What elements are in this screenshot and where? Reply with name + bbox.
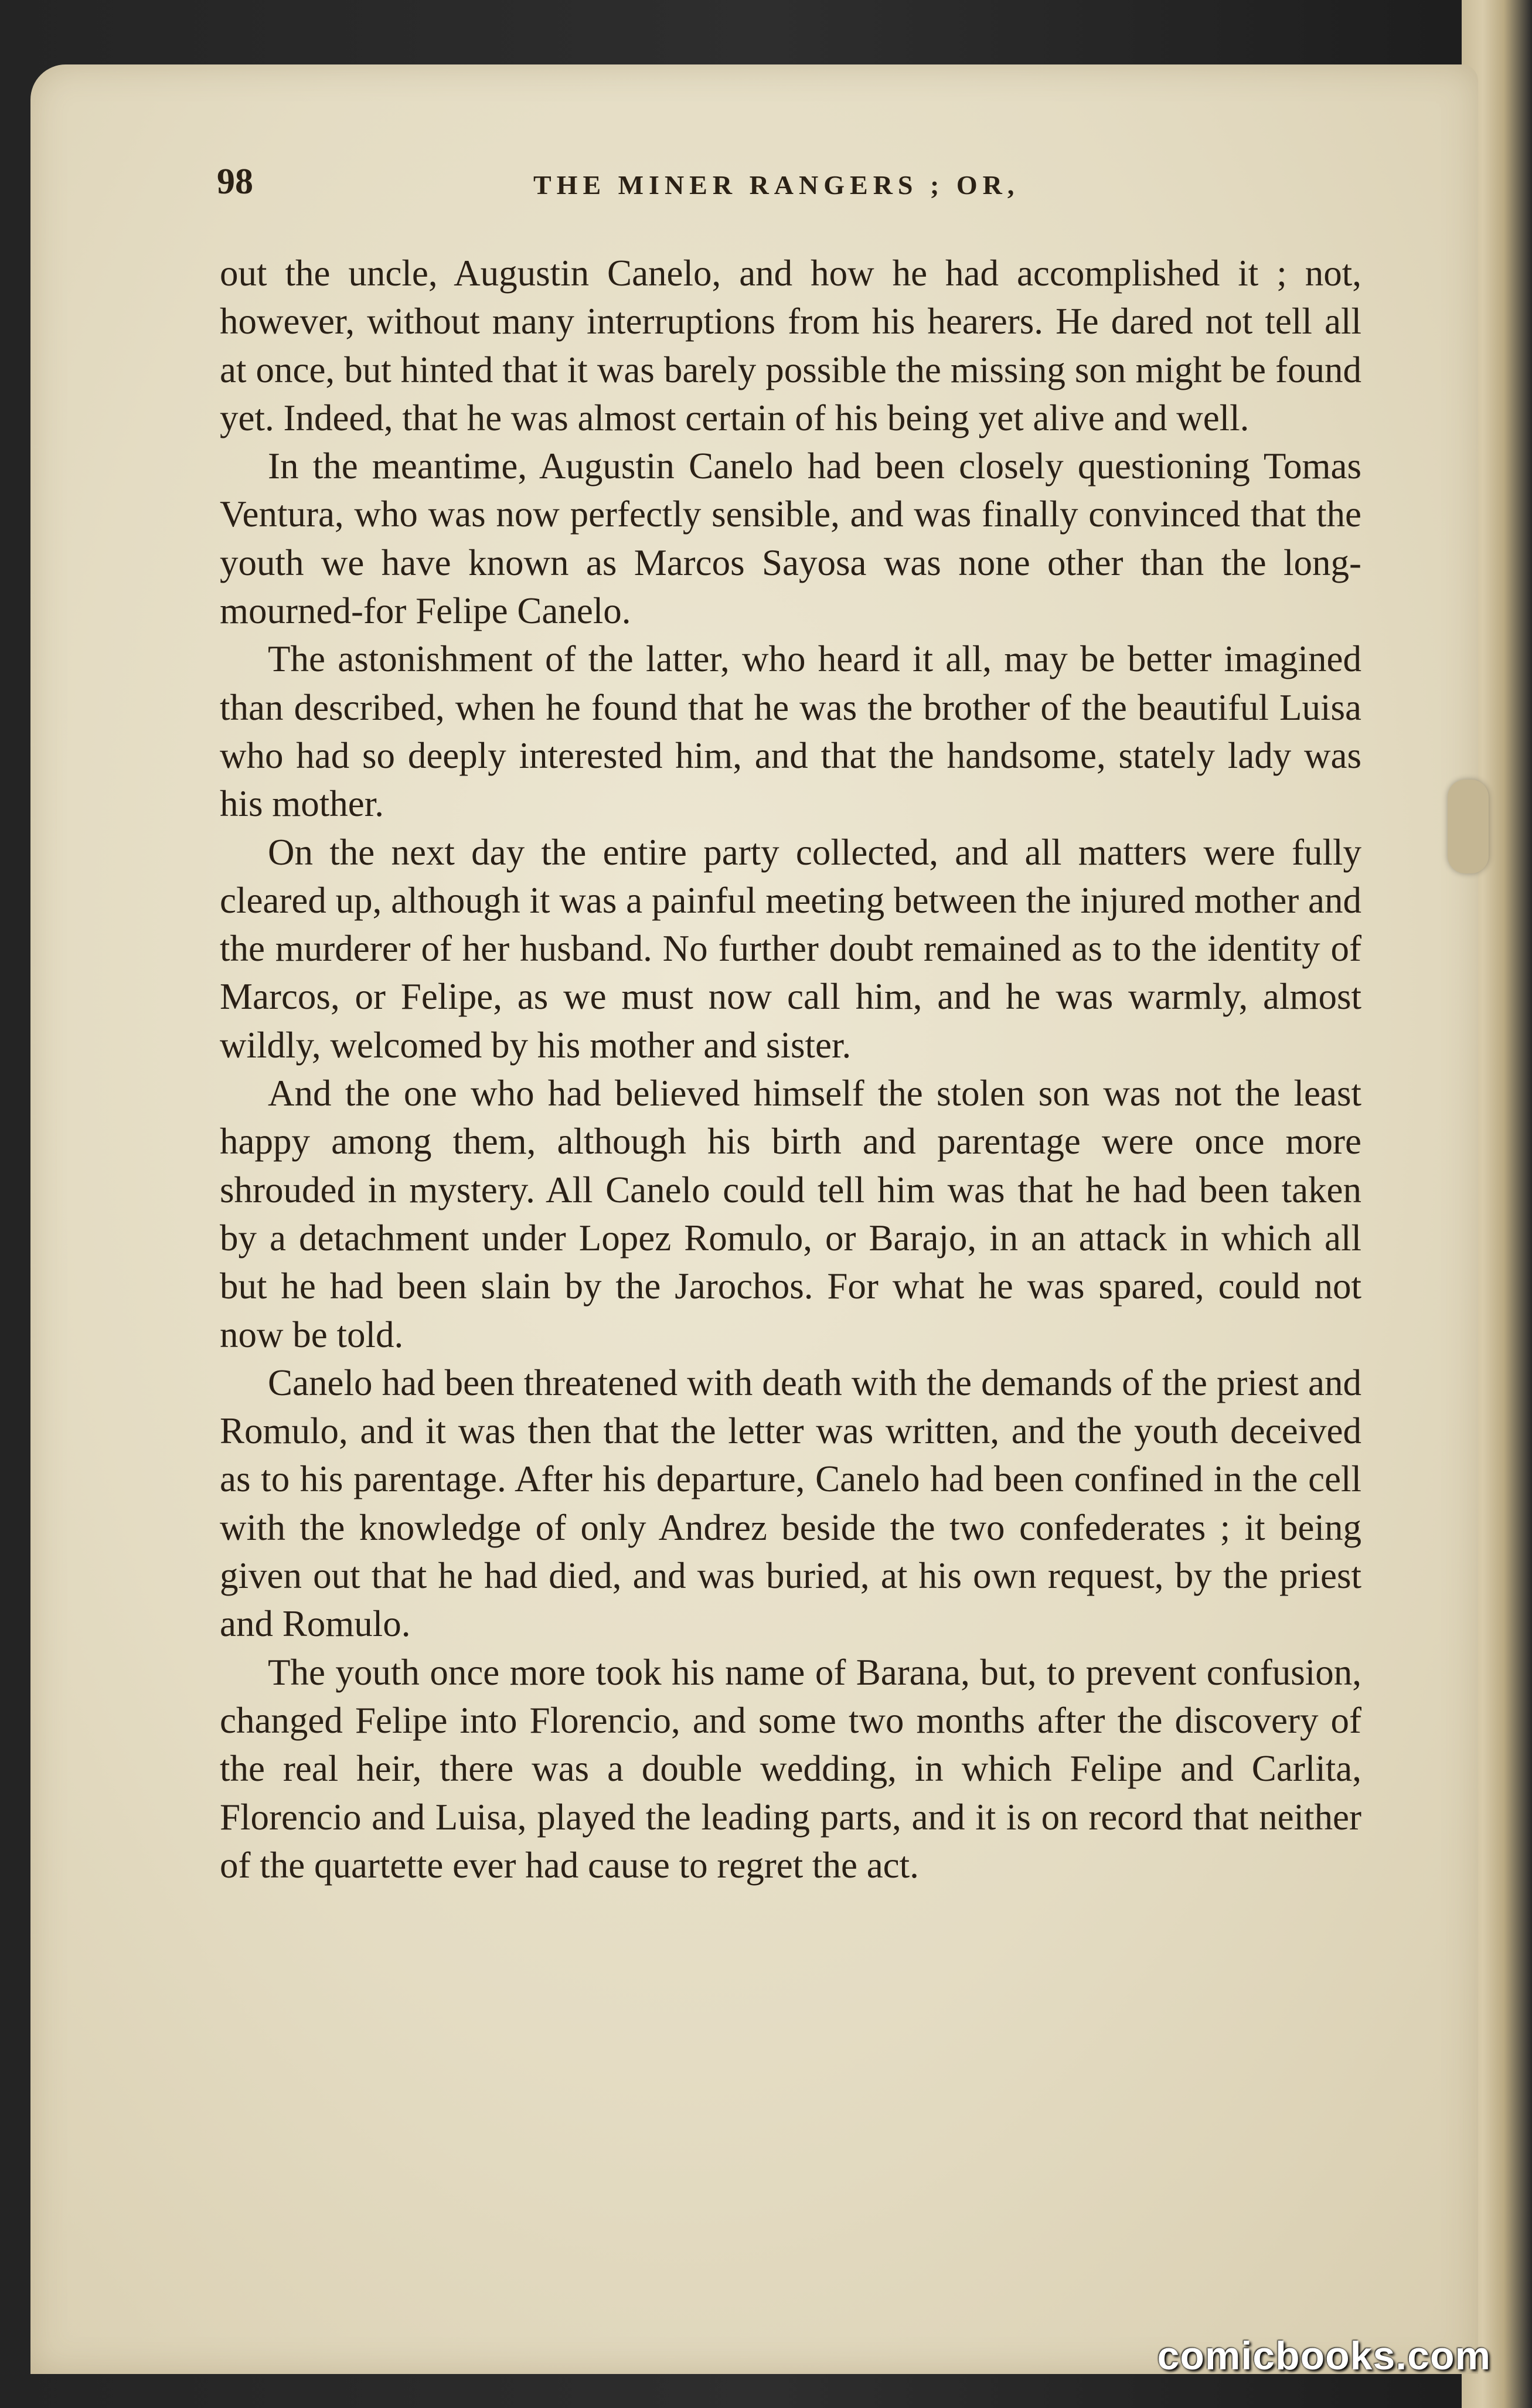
page-number: 98 <box>217 162 253 202</box>
paragraph: The astonishment of the latter, who heard it all, may be better imagined than described, when he found that he was the brother of the beautiful Luisa who had so deeply interested him, and that the handsome, stately lady was his mother. <box>220 638 1361 825</box>
body-text <box>220 249 1361 1889</box>
paragraph: On the next day the entire party collected, and all matters were fully cleared up, although it was a painful meeting between the injured mother and the murderer of her husband. No further doubt remained as to the identity of Marcos, or Felipe, as we must now call him, and he was warmly, almost wildly, welcomed by his mother and sister. <box>220 831 1361 1066</box>
page-tab-notch <box>1448 780 1489 873</box>
running-head: THE MINER RANGERS ; OR, <box>533 170 1020 200</box>
paragraph: out the uncle, Augustin Canelo, and how he had accomplished it ; not, however, without many interruptions from his hearers. He dared not tell all at once, but hinted that it was barely possible the missing son might be found yet. Indeed, that he was almost certain of his being yet alive and well. <box>220 253 1361 438</box>
paragraph: The youth once more took his name of Barana, but, to prevent confusion, changed Felipe into Florencio, and some two months after the discovery of the real heir, there was a double wedding, in which Felipe and Carlita, Florencio and Luisa, played the leading parts, and it is on record that neither of the quartette ever had cause to regret the act. <box>220 1651 1361 1886</box>
watermark: comicbooks.com <box>1157 2334 1491 2378</box>
page-header <box>0 161 1532 214</box>
paragraph: And the one who had believed himself the stolen son was not the least happy among them, although his birth and parentage were once more shrouded in mystery. All Canelo could tell him was that he had been taken by a detachment under Lopez Romulo, or Barajo, in an attack in which all but he had been slain by the Jarochos. For what he was spared, could not now be told. <box>220 1073 1361 1355</box>
paragraph: Canelo had been threatened with death with the demands of the priest and Romulo, and it was then that the letter was written, and the youth deceived as to his parentage. After his departure, Canelo had been confined in the cell with the knowledge of only Andrez beside the two confederates ; it being given out that he had died, and was buried, at his own request, by the priest and Romulo. <box>220 1362 1361 1645</box>
paragraph: In the meantime, Augustin Canelo had been closely questioning Tomas Ventura, who was now perfectly sensible, and was finally convinced that the youth we have known as Marcos Sayosa was none other than the long-mourned-for Felipe Canelo. <box>220 445 1361 632</box>
